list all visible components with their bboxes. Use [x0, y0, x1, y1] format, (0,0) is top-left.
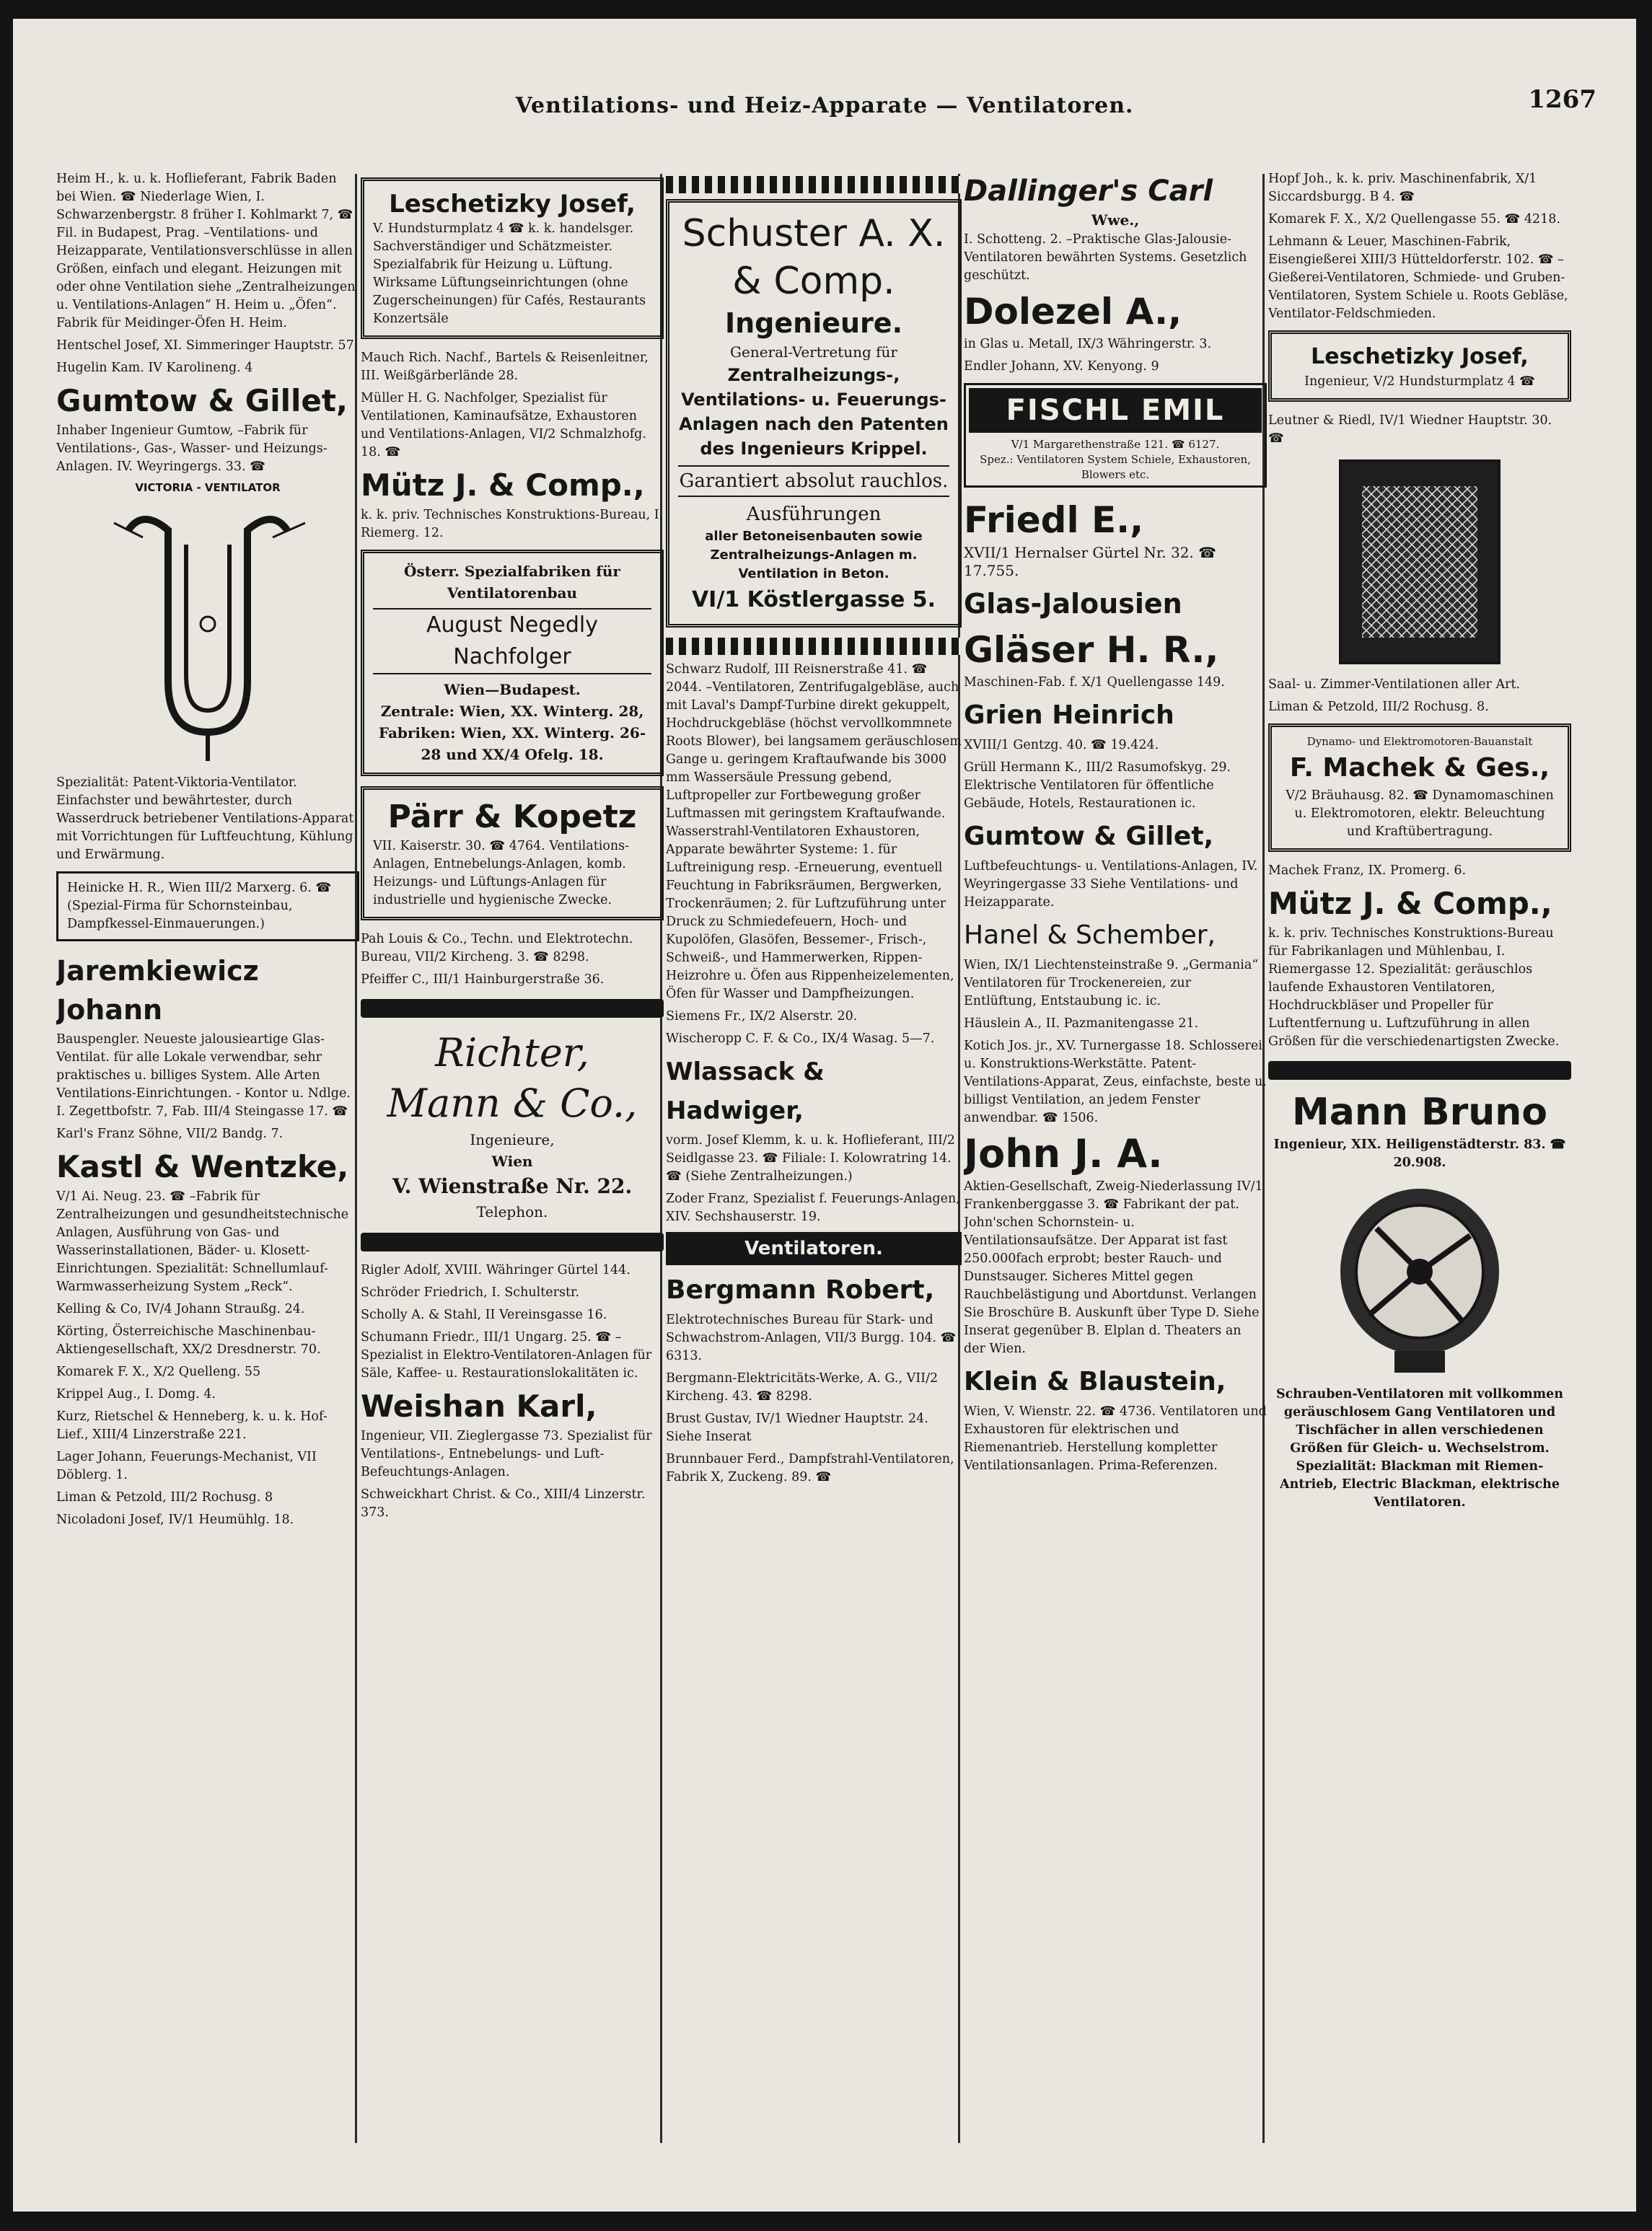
- page-number: 1267: [1528, 85, 1596, 114]
- column-3: [666, 170, 962, 2175]
- ad-paerr-kopetz: [361, 786, 664, 920]
- entry-brunnbauer: Brunnbauer Ferd., Dampfstrahl-Ventilatoren, Fabrik X, Zuckeng. 89. ☎: [666, 1452, 954, 1484]
- entry-schweickhart: Schweickhart Christ. & Co., XIII/4 Linzerstr. 373.: [361, 1487, 646, 1520]
- entry-karls: Karl's Franz Söhne, VII/2 Bandg. 7.: [56, 1127, 284, 1141]
- ad-paerr-title: Pärr & Kopetz: [387, 798, 637, 835]
- entry-lager: Lager Johann, Feuerungs-Mechanist, VII Döblerg. 1.: [56, 1450, 317, 1482]
- entry-weishan: Ingenieur, VII. Zieglergasse 73. Spezialist für Ventilations-, Entnebelungs- und Luft-Befeuchtungs-Anlagen.: [361, 1429, 652, 1479]
- heading-muetz-2: Mütz J. & Comp.,: [1268, 886, 1552, 921]
- ad-machek-l1: Dynamo- und Elektromotoren-Bauanstalt: [1306, 735, 1533, 748]
- entry-muetz: k. k. priv. Technisches Konstruktions-Bureau, I. Riemerg. 12.: [361, 508, 664, 540]
- entry-liman: Liman & Petzold, III/2 Rochusg. 8: [56, 1490, 273, 1505]
- ad-machek-l2: V/2 Bräuhausg. 82. ☎ Dynamomaschinen u. Elektromotoren, elektr. Beleuchtung und Kraftübertragung.: [1286, 788, 1554, 839]
- entry-schwarz: Schwarz Rudolf, III Reisnerstraße 41. ☎ 2044. –Ventilatoren, Zentrifugalgebläse, auch mit Laval's Dampf-Turbine direkt gekuppelt, Hochdruckgebläse (höchst vervollkommnete Roots Blower), bei langsamem geräuschlosem Gange u. geringem Kraftaufwande bis 3000 mm Wassersäule Pressung gebend, Luftpropeller zur Fortbewegung großer Luftmassen mit geringstem Kraftaufwande. Wasserstrahl-Ventilatoren Exhaustoren, Apparate bewährter Systeme: 1. für Luftreinigung resp. -Erneuerung, eventuell Feuchtung in Fabriksräumen, Bergwerken, Trockenräumen; 2. für Luftzuführung unter Druck zu Schmiedefeuern, Hoch- und Kupolöfen, Glasöfen, Bessemer-, Frisch-, Schweiß-, und Hammerwerken, Rippen-Heizrohre u. Öfen aus Rippenheizelementen, Öfen für Wasser und Dampfheizungen.: [666, 662, 962, 1001]
- ad-leschetizky-title: Leschetizky Josef,: [389, 190, 636, 219]
- entry-pah: Pah Louis & Co., Techn. und Elektrotechn. Bureau, VII/2 Kircheng. 3. ☎ 8298.: [361, 932, 633, 964]
- entry-hopf: Hopf Joh., k. k. priv. Maschinenfabrik, X/1 Siccardsburgg. B 4. ☎: [1268, 172, 1537, 204]
- heading-mann-bruno: Mann Bruno: [1291, 1091, 1548, 1134]
- ad-leschetizky-2-title: Leschetizky Josef,: [1311, 344, 1529, 369]
- heading-friedl: Friedl E.,: [964, 499, 1144, 541]
- entry-nicoladoni: Nicoladoni Josef, IV/1 Heumühlg. 18.: [56, 1513, 294, 1527]
- entry-komarek: Komarek F. X., X/2 Quelleng. 55: [56, 1365, 261, 1379]
- ad-fischl: [964, 383, 1267, 488]
- entry-machek: Machek Franz, IX. Promerg. 6.: [1268, 863, 1467, 878]
- entry-wlassack: vorm. Josef Klemm, k. u. k. Hoflieferant, III/2 Seidlgasse 23. ☎ Filiale: I. Kolowratring 14. ☎ (Siehe Zentralheizungen.): [666, 1133, 955, 1184]
- ad-heinicke: [56, 871, 359, 941]
- entry-gumtow-2: Luftbefeuchtungs- u. Ventilations-Anlagen, IV. Weyringergasse 33 Siehe Ventilations- und Heizapparate.: [964, 859, 1258, 910]
- entry-krippel: Krippel Aug., I. Domg. 4.: [56, 1387, 216, 1401]
- ad-negedly: [361, 550, 664, 776]
- heading-weishan: Weishan Karl,: [361, 1389, 597, 1424]
- heading-bergmann: Bergmann Robert,: [666, 1275, 935, 1305]
- heading-dallinger-sub: Wwe.,: [1091, 211, 1140, 229]
- entry-dallinger: I. Schotteng. 2. –Praktische Glas-Jalousie-Ventilatoren bewährten Systems. Gesetzlich geschützt.: [964, 232, 1247, 283]
- entry-kelling: Kelling & Co, IV/4 Johann Straußg. 24.: [56, 1302, 305, 1316]
- entry-schroeder: Schröder Friedrich, I. Schulterstr.: [361, 1285, 580, 1300]
- ad-richter-l3: Ingenieure,: [470, 1131, 555, 1148]
- heading-hanel: Hanel & Schember,: [964, 920, 1216, 950]
- heading-dolezel: Dolezel A.,: [964, 291, 1182, 333]
- column-5: [1268, 170, 1571, 2175]
- heading-kastl-wentzke: Kastl & Wentzke,: [56, 1149, 349, 1184]
- column-2: [361, 170, 664, 2175]
- heading-grien: Grien Heinrich: [964, 700, 1174, 730]
- ad-schuster-l9: VI/1 Köstlergasse 5.: [691, 587, 936, 612]
- ad-schuster-l8: aller Betoneisenbauten sowie Zentralheizungs-Anlagen m. Ventilation in Beton.: [705, 529, 923, 581]
- entry-gumtow: Inhaber Ingenieur Gumtow, –Fabrik für Ventilations-, Gas-, Wasser- und Heizungs-Anlagen. IV. Weyringergs. 33. ☎: [56, 423, 328, 474]
- entry-john: Aktien-Gesellschaft, Zweig-Niederlassung IV/1 Frankenberggasse 3. ☎ Fabrikant der pat. John'schen Schornstein- u. Ventilationsaufsätze. Der Apparat ist fast 250.000fach erprobt; bester Rauch- und Dunstsauger. Sicheres Mittel gegen Rauchbelästigung und Abortdunst. Verlangen Sie Broschüre B. Auskunft über Type D. Siehe Inserat gegenüber B. Elplan d. Theaters an der Wien.: [964, 1179, 1263, 1356]
- entry-victoria: Spezialität: Patent-Viktoria-Ventilator. Einfachster und bewährtester, durch Wasserdruck betriebener Ventilations-Apparat mit Vorrichtungen für Luftfeuchtung, Kühlung und Erwärmung.: [56, 775, 354, 862]
- entry-schumann: Schumann Friedr., III/1 Ungarg. 25. ☎ –Spezialist in Elektro-Ventilatoren-Anlagen für Säle, Kaffee- u. Restaurationslokalitäten ic.: [361, 1330, 652, 1381]
- ventilator-cabinet-illustration: [1326, 454, 1513, 670]
- entry-brust: Brust Gustav, IV/1 Wiedner Hauptstr. 24. Siehe Inserat: [666, 1412, 928, 1444]
- entry-haeuslein: Häuslein A., II. Pazmanitengasse 21.: [964, 1016, 1199, 1031]
- ornament-bottom: [666, 638, 962, 655]
- ad-richter-l6: Telephon.: [476, 1203, 548, 1220]
- entry-siemens: Siemens Fr., IX/2 Alserstr. 20.: [666, 1009, 858, 1024]
- entry-komarek-2: Komarek F. X., X/2 Quellengasse 55. ☎ 4218.: [1268, 212, 1560, 226]
- ad-leschetizky-2: [1268, 330, 1571, 402]
- entry-klein: Wien, V. Wienstr. 22. ☎ 4736. Ventilatoren und Exhaustoren für elektrischen und Riemenantrieb. Herstellung kompletter Ventilationsanlagen. Prima-Referenzen.: [964, 1404, 1267, 1473]
- ad-richter-l1: Richter,: [435, 1030, 589, 1075]
- ad-negedly-l4: Zentrale: Wien, XX. Winterg. 28, Fabriken: Wien, XX. Winterg. 26-28 und XX/4 Ofelg. 18.: [378, 703, 646, 763]
- entry-scholly: Scholly A. & Stahl, II Vereinsgasse 16.: [361, 1308, 607, 1322]
- entry-saal-ventilationen: Saal- u. Zimmer-Ventilationen aller Art.: [1268, 677, 1521, 692]
- entry-glaeser: Maschinen-Fab. f. X/1 Quellengasse 149.: [964, 675, 1225, 690]
- ad-richter-l2: Mann & Co.,: [387, 1081, 638, 1126]
- entry-zoder: Zoder Franz, Spezialist f. Feuerungs-Anlagen, XIV. Sechshauserstr. 19.: [666, 1192, 960, 1224]
- heading-jaremkiewicz: Jaremkiewicz Johann: [56, 955, 259, 1026]
- ad-schuster-l3: Ingenieure.: [724, 307, 903, 339]
- heading-klein: Klein & Blaustein,: [964, 1367, 1226, 1396]
- heading-glaeser: Gläser H. R.,: [964, 629, 1219, 671]
- entry-hanel: Wien, IX/1 Liechtensteinstraße 9. „Germania“ Ventilatoren für Trockenereien, zur Entlüftung, Entstaubung ic. ic.: [964, 958, 1259, 1008]
- entry-rigler: Rigler Adolf, XVIII. Währinger Gürtel 144.: [361, 1263, 631, 1277]
- ad-fischl-title: FISCHL EMIL: [969, 388, 1262, 433]
- running-title: Ventilations- und Heiz-Apparate — Ventilatoren.: [515, 93, 1134, 118]
- entry-muetz-2: k. k. priv. Technisches Konstruktions-Bureau für Fabrikanlagen und Mühlenbau, I. Riemergasse 12. Spezialität: geräuschlos laufende Exhaustoren Ventilatoren, Hochdruckbläser und Propeller für Luftentfernung u. Luftzuführung in allen Größen für die verschiedenartigsten Zwecke.: [1268, 926, 1560, 1049]
- ad-negedly-l2: August Negedly Nachfolger: [373, 608, 651, 674]
- section-heading-ventilatoren: Ventilatoren.: [666, 1232, 962, 1265]
- entry-dolezel: in Glas u. Metall, IX/3 Währingerstr. 3.: [964, 337, 1212, 351]
- column-4: [964, 170, 1267, 2175]
- ad-schuster-l4: General-Vertretung für: [730, 343, 897, 361]
- ventilator-illustration: [100, 501, 316, 768]
- ad-negedly-l3: Wien—Budapest.: [444, 681, 581, 698]
- entry-gruell: Grüll Hermann K., III/2 Rasumofskyg. 29. Elektrische Ventilatoren für öffentliche Gebäude, Hotels, Restaurationen ic.: [964, 760, 1231, 811]
- heading-john: John J. A.: [964, 1131, 1163, 1176]
- entry-koerting: Körting, Österreichische Maschinenbau-Aktiengesellschaft, XX/2 Dresdnerstr. 70.: [56, 1324, 321, 1357]
- ad-schuster-l1: Schuster A. X.: [682, 212, 946, 255]
- heading-gumtow-gillet: Gumtow & Gillet,: [56, 383, 348, 418]
- ad-heinicke-text: Heinicke H. R., Wien III/2 Marxerg. 6. ☎ (Spezial-Firma für Schornsteinbau, Dampfkessel-Einmauerungen.): [67, 881, 332, 931]
- ad-negedly-l1: Österr. Spezialfabriken für Ventilatorenbau: [404, 563, 620, 602]
- entry-mueller: Müller H. G. Nachfolger, Spezialist für Ventilationen, Kaminaufsätze, Exhaustoren und Ventilations-Anlagen, VI/2 Schmalzhofg. 18. ☎: [361, 391, 646, 459]
- entry-kastl: V/1 Ai. Neug. 23. ☎ –Fabrik für Zentralheizungen und gesundheitstechnische Anlagen, Ausführung von Gas- und Wasserinstallationen, Bäder- u. Klosett-Einrichtungen. Spezialität: Schnellumlauf-Warmwasserheizung System „Reck“.: [56, 1189, 349, 1294]
- entry-mann-bruno: Ingenieur, XIX. Heiligenstädterstr. 83. ☎ 20.908.: [1273, 1137, 1566, 1170]
- ad-leschetizky-body: V. Hundsturmplatz 4 ☎ k. k. handelsger. Sachverständiger und Schätzmeister. Spezialfabrik für Heizung u. Lüftung. Wirksame Lüftungseinrichtungen (ohne Zugerscheinungen) für Cafés, Restaurants Konzertsäle: [373, 221, 646, 326]
- ad-machek-title: F. Machek & Ges.,: [1289, 753, 1550, 783]
- ad-fischl-l2: Spez.: Ventilatoren System Schiele, Exhaustoren, Blowers etc.: [980, 453, 1251, 481]
- entry-bergmann-werke: Bergmann-Elektricitäts-Werke, A. G., VII/2 Kircheng. 43. ☎ 8298.: [666, 1371, 939, 1404]
- ad-leschetizky-2-body: Ingenieur, V/2 Hundsturmplatz 4 ☎: [1304, 374, 1535, 389]
- directory-page: [13, 19, 1636, 2212]
- entry-schrauben-ventilatoren: Schrauben-Ventilatoren mit vollkommen geräuschlosem Gang Ventilatoren und Tischfächer in allen verschiedenen Größen für Gleich- u. Wechselstrom. Spezialität: Blackman mit Riemen-Antrieb, Electric Blackman, elektrische Ventilatoren.: [1275, 1387, 1564, 1510]
- entry-liman-2: Liman & Petzold, III/2 Rochusg. 8.: [1268, 700, 1489, 714]
- divider-bar: [361, 1233, 664, 1251]
- page-header: [13, 19, 1636, 120]
- heading-wlassack: Wlassack & Hadwiger,: [666, 1057, 825, 1125]
- divider-bar: [361, 999, 664, 1018]
- ad-schuster-l5: Zentralheizungs-, Ventilations- u. Feuerungs-Anlagen nach den Patenten des Ingenieurs Krippel.: [679, 365, 949, 459]
- entry-mauch: Mauch Rich. Nachf., Bartels & Reisenleitner, III. Weißgärberlände 28.: [361, 351, 649, 383]
- entry-lehmann: Lehmann & Leuer, Maschinen-Fabrik, Eisengießerei XIII/3 Hütteldorferstr. 102. ☎ –Gießerei-Ventilatoren, Schmiede- und Gruben-Ventilatoren, System Schiele u. Roots Gebläse, Ventilator-Feldschmieden.: [1268, 234, 1568, 321]
- ad-richter-l5: V. Wienstraße Nr. 22.: [392, 1174, 633, 1198]
- ad-fischl-l1: V/1 Margarethenstraße 121. ☎ 6127.: [1011, 438, 1220, 451]
- divider-bar: [1268, 1061, 1571, 1080]
- heading-muetz: Mütz J. & Comp.,: [361, 467, 645, 503]
- entry-kurz: Kurz, Rietschel & Henneberg, k. u. k. Hof-Lief., XIII/4 Linzerstraße 221.: [56, 1409, 328, 1442]
- ad-machek: [1268, 723, 1571, 852]
- entry-kotich: Kotich Jos. jr., XV. Turnergasse 18. Schlosserei u. Konstruktions-Werkstätte. Patent-Ventilations-Apparat, Zeus, einfachste, beste u. billigst Ventilation, an jedem Fenster anwendbar. ☎ 1506.: [964, 1039, 1267, 1125]
- fan-illustration: [1326, 1178, 1513, 1380]
- entry-hugelin: Hugelin Kam. IV Karolineng. 4: [56, 361, 253, 375]
- entry-wischeropp: Wischeropp C. F. & Co., IX/4 Wasag. 5—7.: [666, 1031, 935, 1046]
- ad-schuster-l2: & Comp.: [732, 260, 895, 303]
- ad-schuster-l6: Garantiert absolut rauchlos.: [678, 465, 949, 497]
- victoria-caption: VICTORIA - VENTILATOR: [135, 481, 281, 494]
- ad-leschetizky: [361, 177, 664, 339]
- entry-jaremkiewicz: Bauspengler. Neueste jalousieartige Glas-Ventilat. für alle Lokale verwendbar, sehr praktisches u. billiges System. Alle Arten Ventilations-Einrichtungen. - Kontor u. Ndlge. I. Zegettbofstr. 7, Fab. III/4 Steingasse 17. ☎: [56, 1032, 351, 1119]
- ornament-top: [666, 176, 962, 193]
- entry-pfeiffer: Pfeiffer C., III/1 Hainburgerstraße 36.: [361, 972, 605, 987]
- entry-endler: Endler Johann, XV. Kenyong. 9: [964, 359, 1159, 374]
- entry-friedl: XVII/1 Hernalser Gürtel Nr. 32. ☎ 17.755.: [964, 544, 1217, 579]
- entry-leutner: Leutner & Riedl, IV/1 Wiedner Hauptstr. 30. ☎: [1268, 413, 1552, 446]
- entry-heim: Heim H., k. u. k. Hoflieferant, Fabrik Baden bei Wien. ☎ Niederlage Wien, I. Schwarzenbergstr. 8 früher I. Kohlmarkt 7, ☎ Fil. in Budapest, Prag. –Ventilations- und Heizapparate, Ventilationsverschlüsse in allen Größen, einfach und elegant. Heizungen mit oder ohne Ventilation siehe „Zentralheizungen u. Ventilations-Anlagen“ H. Heim u. „Öfen“. Fabrik für Meidinger-Öfen H. Heim.: [56, 172, 356, 330]
- entry-grien: XVIII/1 Gentzg. 40. ☎ 19.424.: [964, 738, 1159, 752]
- ad-paerr-body: VII. Kaiserstr. 30. ☎ 4764. Ventilations-Anlagen, Entnebelungs-Anlagen, komb. Heizungs- und Lüftungs-Anlagen für industrielle und hygienische Zwecke.: [373, 839, 630, 907]
- heading-dallinger: Dallinger's Carl: [964, 175, 1213, 208]
- column-1: [56, 170, 359, 2175]
- entry-hentschel: Hentschel Josef, XI. Simmeringer Hauptstr. 57.: [56, 338, 359, 353]
- entry-bergmann: Elektrotechnisches Bureau für Stark- und Schwachstrom-Anlagen, VII/3 Burgg. 104. ☎ 6313.: [666, 1313, 957, 1363]
- ad-schuster: [666, 199, 962, 628]
- heading-glas-jalousien: Glas-Jalousien: [964, 588, 1182, 620]
- heading-gumtow-2: Gumtow & Gillet,: [964, 822, 1214, 851]
- ad-richter-l4: Wien: [491, 1153, 533, 1170]
- ad-schuster-l7: Ausführungen: [746, 503, 882, 525]
